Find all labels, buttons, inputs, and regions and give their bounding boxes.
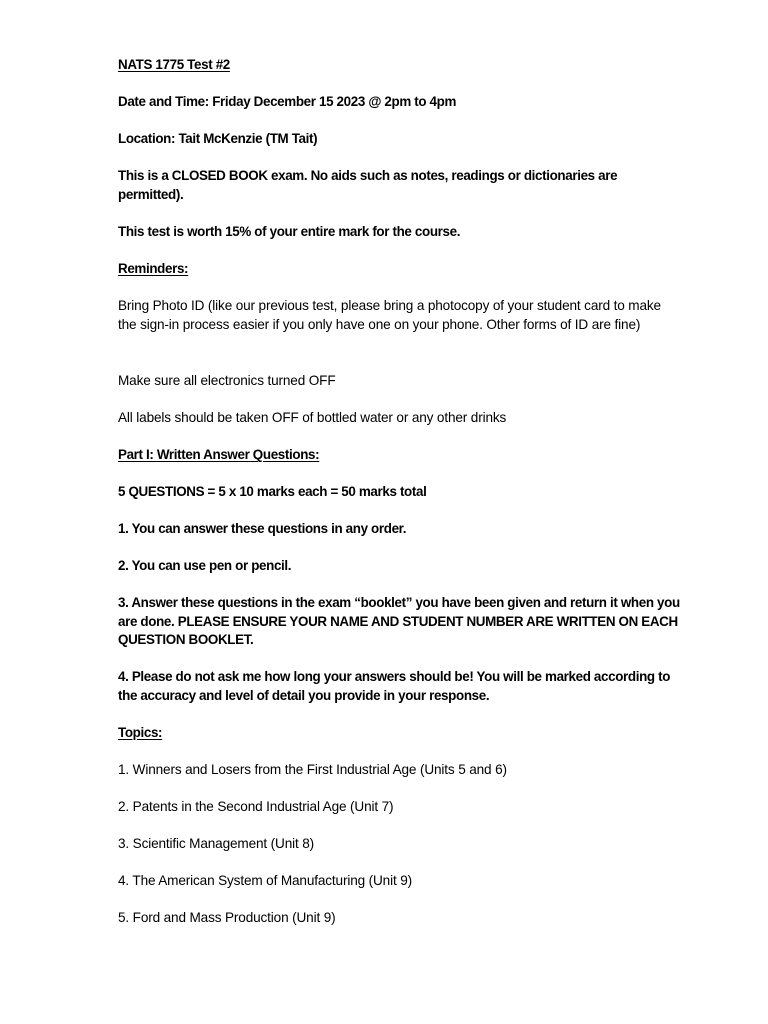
reminder-item: Make sure all electronics turned OFF bbox=[118, 373, 336, 388]
instruction-item: 1. You can answer these questions in any order. bbox=[118, 521, 407, 536]
topic-item: 2. Patents in the Second Industrial Age (Unit 7) bbox=[118, 799, 394, 814]
reminders-heading: Reminders: bbox=[118, 261, 189, 276]
topic-item: 3. Scientific Management (Unit 8) bbox=[118, 836, 315, 851]
location: Location: Tait McKenzie (TM Tait) bbox=[118, 131, 318, 146]
marks-summary: 5 QUESTIONS = 5 x 10 marks each = 50 marks total bbox=[118, 484, 427, 499]
instruction-item: 3. Answer these questions in the exam “booklet” you have been given and return it when you are done. PLEASE ENSURE YOUR NAME AND STUDENT NUMBER ARE WRITTEN ON EACH QUESTION BOOKLET. bbox=[118, 595, 680, 648]
worth-notice: This test is worth 15% of your entire mark for the course. bbox=[118, 224, 461, 239]
closed-book-notice: This is a CLOSED BOOK exam. No aids such as notes, readings or dictionaries are permitted). bbox=[118, 168, 618, 202]
reminder-item: Bring Photo ID (like our previous test, please bring a photocopy of your student card to make the sign-in process easier if you only have one on your phone. Other forms of ID are fine) bbox=[118, 298, 661, 332]
date-time: Date and Time: Friday December 15 2023 @ 2pm to 4pm bbox=[118, 94, 457, 109]
topic-item: 5. Ford and Mass Production (Unit 9) bbox=[118, 910, 336, 925]
topic-item: 4. The American System of Manufacturing (Unit 9) bbox=[118, 873, 413, 888]
reminder-item: All labels should be taken OFF of bottled water or any other drinks bbox=[118, 410, 507, 425]
topic-item: 1. Winners and Losers from the First Industrial Age (Units 5 and 6) bbox=[118, 762, 507, 777]
instruction-item: 4. Please do not ask me how long your answers should be! You will be marked according to the accuracy and level of detail you provide in your response. bbox=[118, 669, 671, 703]
document-title: NATS 1775 Test #2 bbox=[118, 57, 230, 72]
topics-heading: Topics: bbox=[118, 725, 163, 740]
part1-heading: Part I: Written Answer Questions: bbox=[118, 447, 320, 462]
instruction-item: 2. You can use pen or pencil. bbox=[118, 558, 292, 573]
